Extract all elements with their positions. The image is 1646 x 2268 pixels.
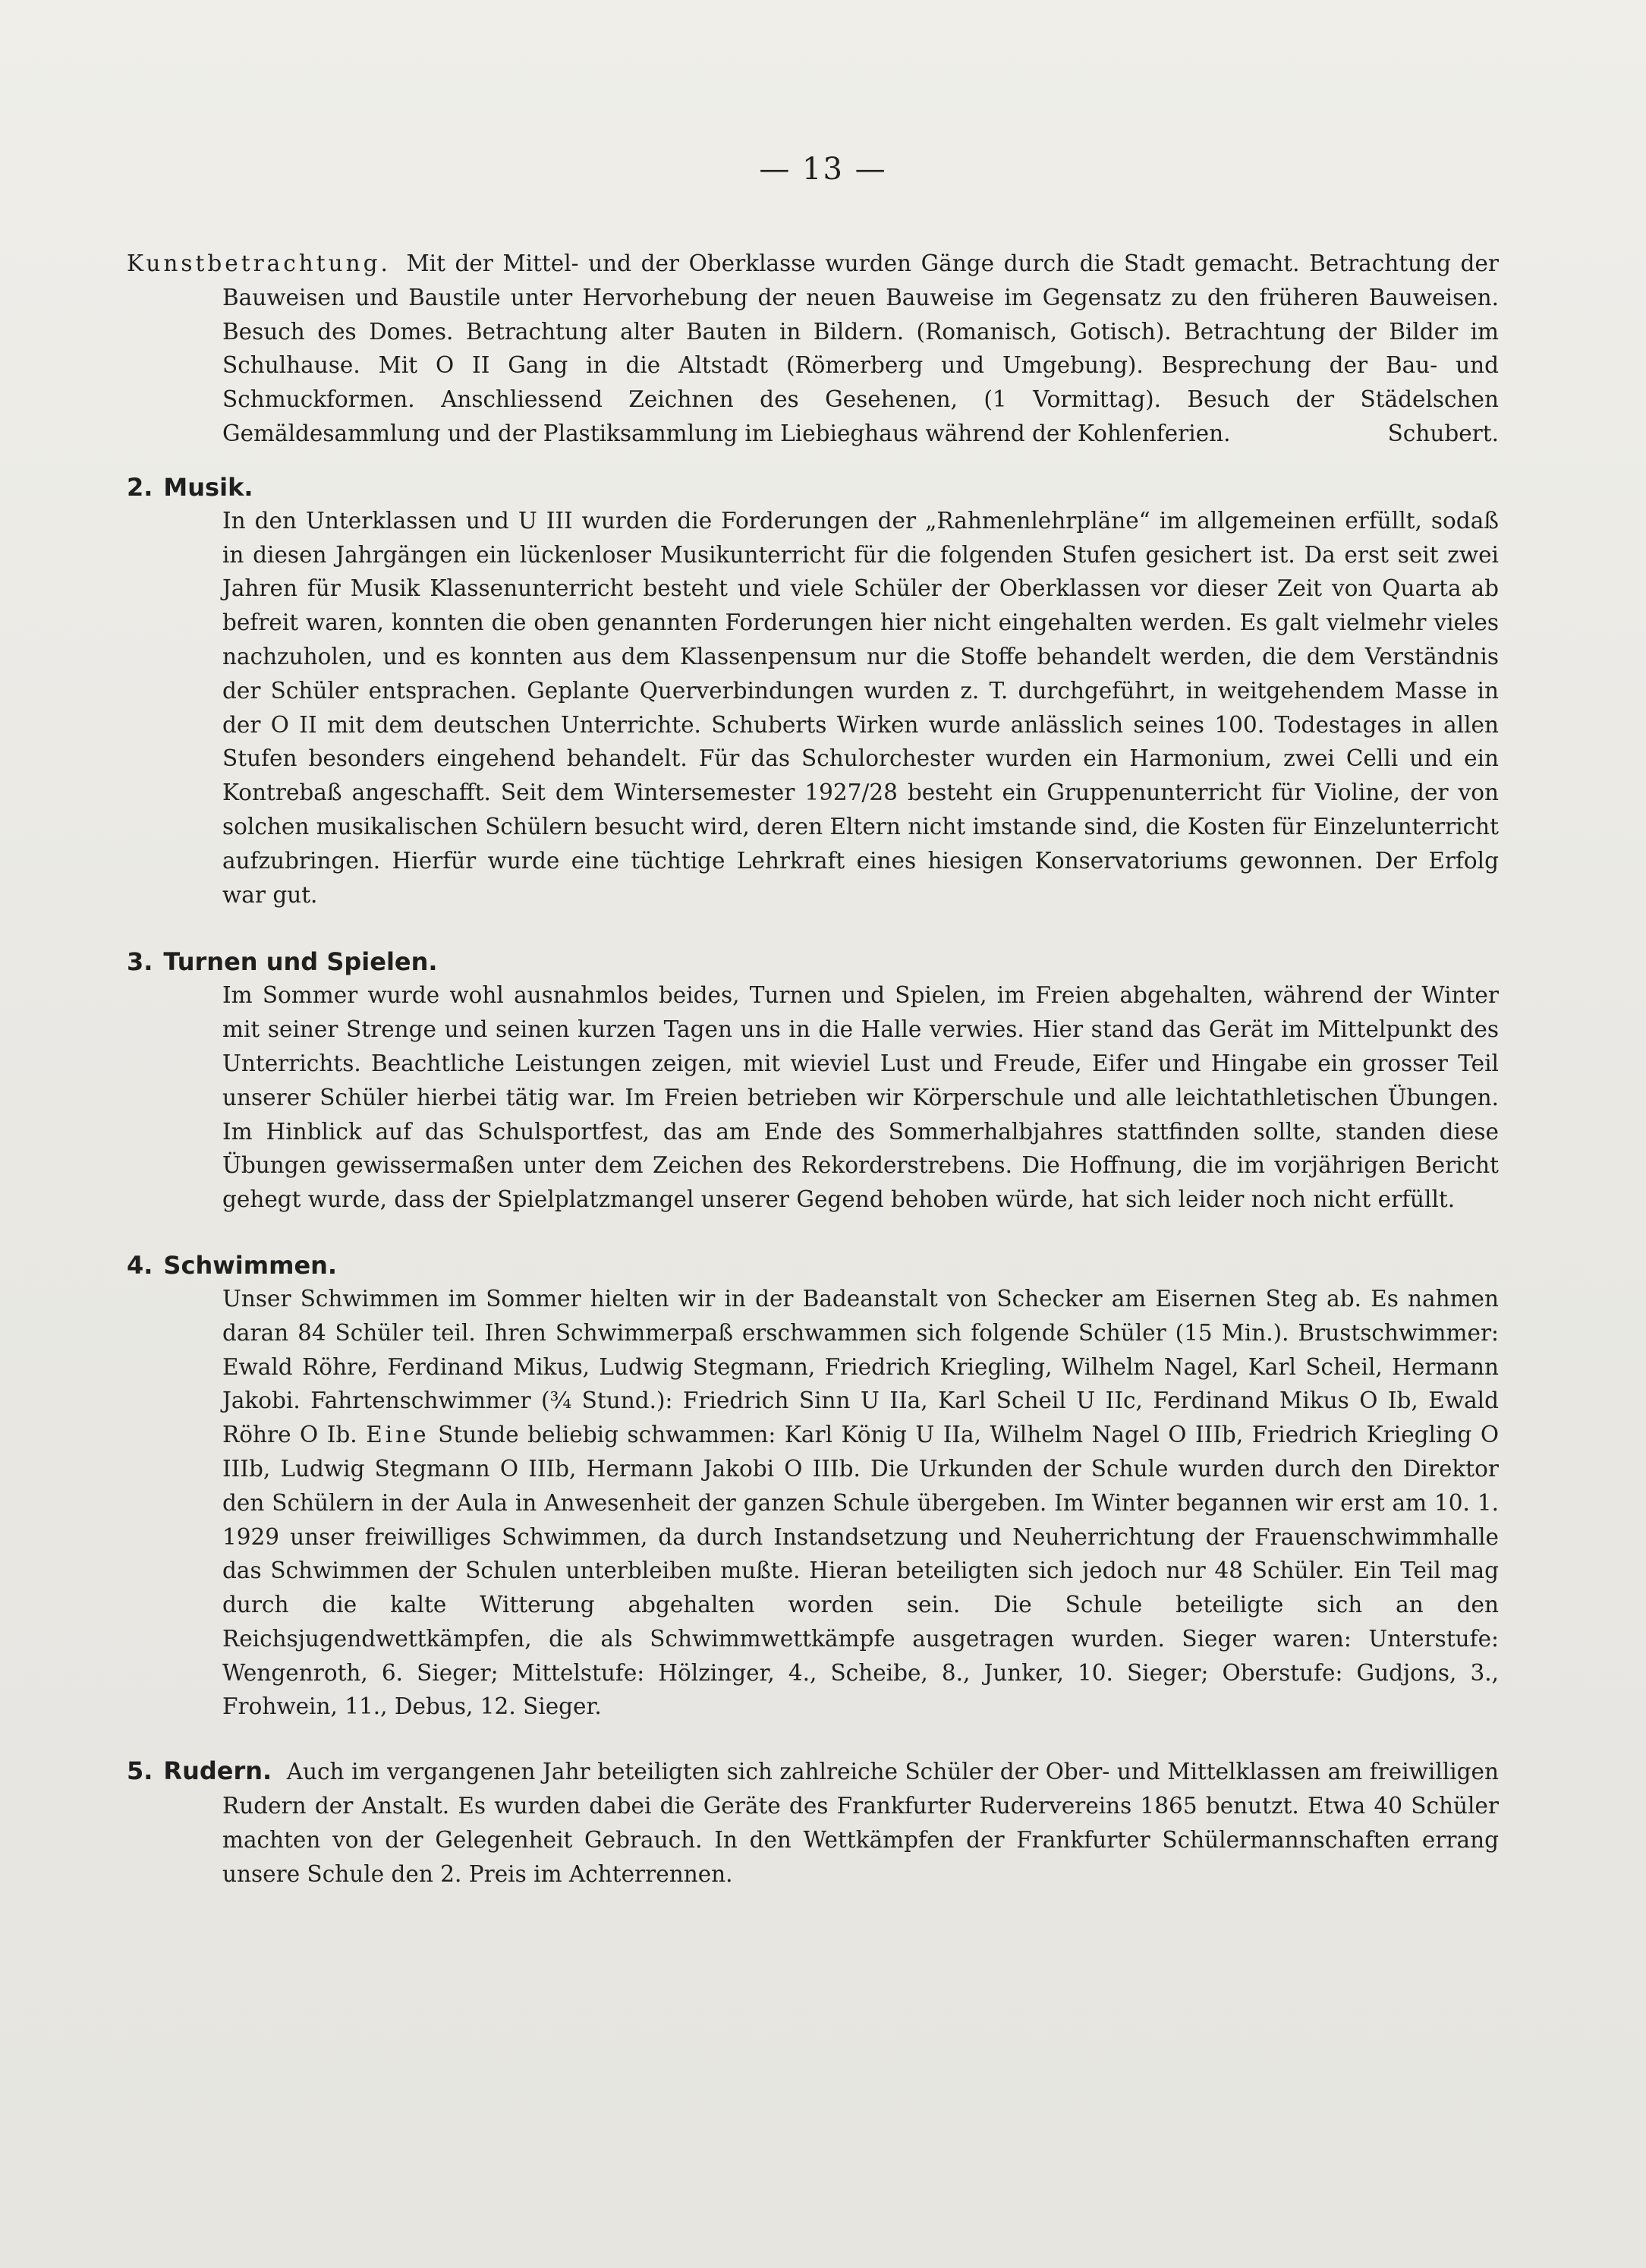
heading-schwimmen-title: Schwimmen. bbox=[163, 1250, 338, 1280]
section-musik-text: In den Unterklassen und U III wurden die Forderungen der „Rahmenlehrpläne“ im allgemeinen erfüllt, sodaß in diesen Jahrgängen ein lückenloser Musikunterricht für die folgenden Stufen gesichert ist. Da erst seit zwei Jahren für Musik Klassenunterricht besteht und viele Schüler der Oberklassen vor dieser Zeit von Quarta ab befreit waren, konnten die oben genannten Forderungen hier nicht eingehalten werden. Es galt vielmehr vieles nachzuholen, und es konnten aus dem Klassenpensum nur die Stoffe behandelt werden, die dem Verständnis der Schüler entsprachen. Geplante Querverbindungen wurden z. T. durchgeführt, in weitgehendem Masse in der O II mit dem deutschen Unterrichte. Schuberts Wirken wurde anlässlich seines 100. Todestages in allen Stufen besonders eingehend behandelt. Für das Schulorchester wurden ein Harmonium, zwei Celli und ein Kontrebaß angeschafft. Seit dem Wintersemester 1927/28 besteht ein Gruppenunterricht für Violine, der von solchen musikalischen Schülern besucht wird, deren Eltern nicht imstande sind, die Kosten für Einzelunterricht aufzubringen. Hierfür wurde eine tüchtige Lehrkraft eines hiesigen Konservatoriums gewonnen. Der Erfolg war gut. bbox=[222, 507, 1499, 908]
schwimmen-text-part1: Unser Schwimmen im Sommer hielten wir in der Badeanstalt von Schecker am Eisernen Steg ab. Es nahmen daran 84 Schüler teil. Ihren Schwimmerpaß erschwammen sich folgende Schüler (15 Min.). Brustschwimmer: Ewald Röhre, Ferdinand Mikus, Ludwig Stegmann, Friedrich Kriegling, Wilhelm Nagel, Karl Scheil, Hermann Jakobi. Fahrtenschwimmer (¾ Stund.): Friedrich Sinn U IIa, Karl Scheil U IIc, Ferdinand Mikus O Ib, Ewald Röhre O Ib. bbox=[222, 1285, 1499, 1448]
heading-turnen bbox=[127, 945, 1499, 978]
heading-rudern bbox=[127, 1756, 272, 1785]
schwimmen-text-part2: Stunde beliebig schwammen: Karl König U IIa, Wilhelm Nagel O IIIb, Friedrich Kriegling O IIIb, Ludwig Stegmann O IIIb, Hermann Jakobi O IIIb. Die Urkunden der Schule wurden durch den Direktor den Schülern in der Aula in Anwesenheit der ganzen Schule übergeben. Im Winter begannen wir erst am 10. 1. 1929 unser freiwilliges Schwimmen, da durch Instandsetzung und Neuherrichtung der Frauenschwimmhalle das Schwimmen der Schulen unterbleiben mußte. Hieran beteiligten sich jedoch nur 48 Schüler. Ein Teil mag durch die kalte Witterung abgehalten worden sein. Die Schule beteiligte sich an den Reichsjugendwettkämpfen, die als Schwimmwettkämpfe ausgetragen wurden. Sieger waren: Unterstufe: Wengenroth, 6. Sieger; Mittelstufe: Hölzinger, 4., Scheibe, 8., Junker, 10. Sieger; Oberstufe: Gudjons, 3., Frohwein, 11., Debus, 12. Sieger. bbox=[222, 1422, 1499, 1720]
section-schwimmen-text bbox=[127, 1282, 1499, 1724]
heading-turnen-title: Turnen und Spielen. bbox=[163, 947, 438, 977]
kunstbetrachtung-title: Kunstbetrachtung. bbox=[127, 250, 391, 276]
section-kunstbetrachtung bbox=[127, 247, 1499, 451]
heading-schwimmen bbox=[127, 1249, 1499, 1282]
heading-rudern-number: 5. bbox=[127, 1756, 153, 1786]
section-turnen-text: Im Sommer wurde wohl ausnahmlos beides, Turnen und Spielen, im Freien abgehalten, während der Winter mit seiner Strenge und seinen kurzen Tagen uns in die Halle verwies. Hier stand das Gerät im Mittelpunkt des Unterrichts. Beachtliche Leistungen zeigen, mit wieviel Lust und Freude, Eifer und Hingabe ein grosser Teil unserer Schüler hierbei tätig war. Im Freien betrieben wir Körperschule und alle leichtathletischen Übungen. Im Hinblick auf das Schulsportfest, das am Ende des Sommerhalbjahres stattfinden sollte, standen diese Übungen gewissermaßen unter dem Zeichen des Rekorderstrebens. Die Hoffnung, die im vorjährigen Bericht gehegt wurde, dass der Spielplatzmangel unserer Gegend behoben würde, hat sich leider noch nicht erfüllt. bbox=[222, 982, 1499, 1213]
rudern-text: Auch im vergangenen Jahr beteiligten sich zahlreiche Schüler der Ober- und Mittelklassen am freiwilligen Rudern der Anstalt. Es wurden dabei die Geräte des Frankfurter Rudervereins 1865 benutzt. Etwa 40 Schüler machten von der Gelegenheit Gebrauch. In den Wettkämpfen der Frankfurter Schülermannschaften errang unsere Schule den 2. Preis im Achterrennen. bbox=[222, 1759, 1499, 1887]
page-number: — 13 — bbox=[759, 152, 887, 187]
heading-musik-number: 2. bbox=[127, 472, 153, 502]
heading-rudern-title: Rudern. bbox=[163, 1756, 272, 1786]
section-rudern bbox=[127, 1754, 1499, 1891]
heading-musik bbox=[127, 471, 1499, 504]
heading-schwimmen-number: 4. bbox=[127, 1250, 153, 1280]
schwimmen-eine-spaced: Eine bbox=[366, 1422, 430, 1448]
kunstbetrachtung-signature: Schubert. bbox=[1387, 420, 1499, 446]
page-content bbox=[127, 247, 1499, 1891]
heading-musik-title: Musik. bbox=[163, 472, 253, 502]
heading-turnen-number: 3. bbox=[127, 947, 153, 977]
kunstbetrachtung-text: Mit der Mittel- und der Oberklasse wurden Gänge durch die Stadt gemacht. Betrachtung der Bauweisen und Baustile unter Hervorhebung der neuen Bauweise im Gegensatz zu den früheren Bauweisen. Besuch des Domes. Betrachtung alter Bauten in Bildern. (Romanisch, Gotisch). Betrachtung der Bilder im Schulhause. Mit O II Gang in die Altstadt (Römerberg und Umgebung). Besprechung der Bau- und Schmuckformen. Anschliessend Zeichnen des Gesehenen, (1 Vormittag). Besuch der Städelschen Gemäldesammlung und der Plastiksammlung im Liebieghaus während der Kohlenferien. bbox=[222, 250, 1499, 446]
